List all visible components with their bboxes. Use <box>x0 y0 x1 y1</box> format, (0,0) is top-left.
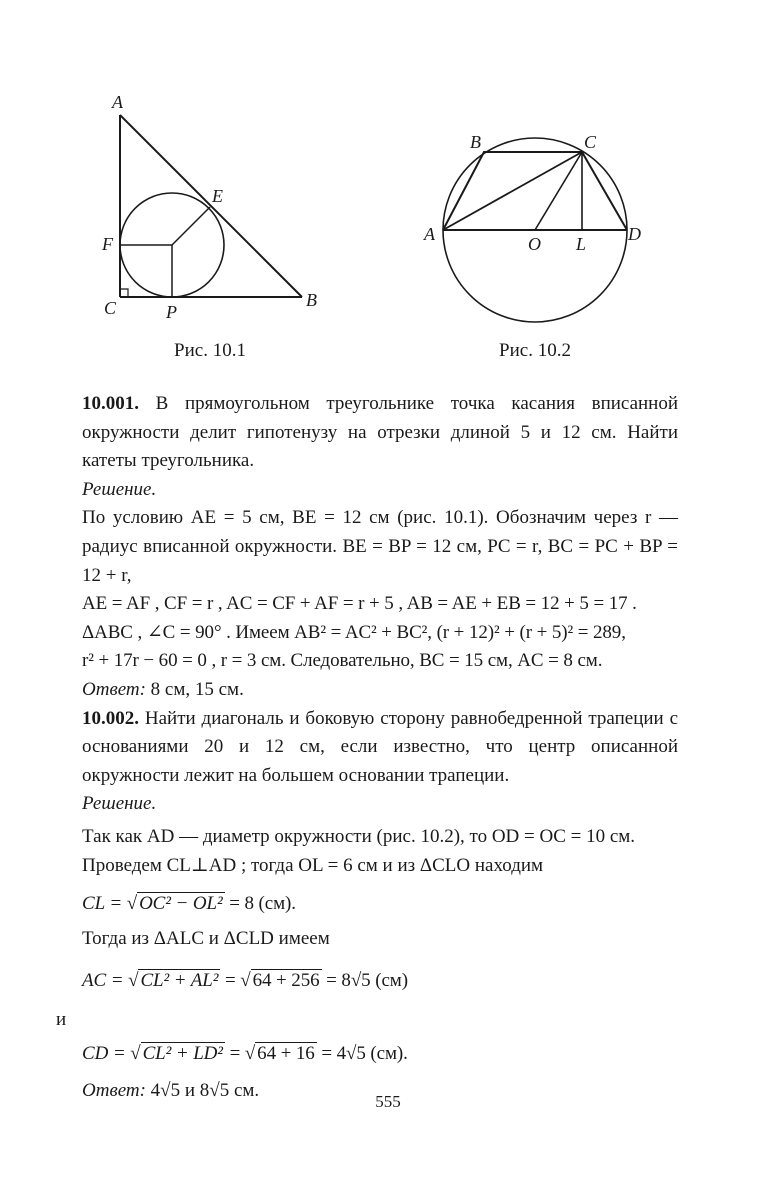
answer-value: 8 см, 15 см. <box>150 678 244 700</box>
sqrt-icon: √ <box>240 970 251 992</box>
figure-10-2-drawing <box>420 130 660 340</box>
formula-rhs: = 4√5 (см). <box>321 1043 408 1065</box>
solution-label: Решение. <box>82 478 157 500</box>
label-A: A <box>112 92 123 112</box>
solution-line: Проведем CL⊥AD ; тогда OL = 6 см и из ΔCLO находим <box>82 854 544 876</box>
label-B: B <box>306 290 317 310</box>
sqrt-icon: √ <box>126 893 138 915</box>
figure-10-1 <box>100 90 330 320</box>
label-P: P <box>166 302 177 322</box>
solution-line: Так как AD — диаметр окружности (рис. 10.2), то OD = OC = 10 см. <box>82 825 636 847</box>
formula-ac <box>82 967 678 996</box>
formula-radicand: CL² + LD² <box>142 1043 223 1065</box>
problem-10-002-statement <box>82 705 678 791</box>
label-F: F <box>102 234 113 254</box>
sqrt-icon: √ <box>244 1043 256 1065</box>
formula-rhs: = 8 (см). <box>229 893 296 915</box>
solution-line: ΔABC , ∠C = 90° . Имеем AB² = AC² + BC², (r + 12)² + (r + 5)² = 289, <box>82 621 626 643</box>
conjunction: и <box>56 1008 67 1030</box>
label-C: C <box>104 298 117 318</box>
answer-line <box>82 676 678 705</box>
formula-lhs: CL = <box>82 893 123 915</box>
caption-figure-10-1: Рис. 10.1 <box>174 340 246 361</box>
solution-label: Решение. <box>82 793 157 815</box>
solution-line: AE = AF , CF = r , AC = CF + AF = r + 5 , AB = AE + EB = 12 + 5 = 17 . <box>82 593 637 615</box>
answer-value: 4√5 и 8√5 см. <box>150 1080 260 1102</box>
formula-eq: = <box>229 1043 241 1065</box>
formula-lhs: CD = <box>82 1043 126 1065</box>
label-E: E <box>212 186 223 206</box>
figure-10-1-drawing <box>100 90 330 320</box>
problem-number: 10.002. <box>82 707 139 729</box>
label-A: A <box>424 224 435 244</box>
figure-10-2 <box>420 130 660 340</box>
formula-cl <box>82 890 678 919</box>
answer-label: Ответ: <box>82 1080 146 1102</box>
formula-radicand: OC² − OL² <box>139 893 223 915</box>
problem-text: В прямоугольном треугольнике точка касания вписанной окружности делит гипотенузу на отрезки длиной 5 и 12 см. Найти катеты треугольника. <box>82 393 679 472</box>
problem-text: Найти диагональ и боковую сторону равнобедренной трапеции с основаниями 20 и 12 см, если известно, что центр описанной окружности лежит на большем основании трапеции. <box>82 707 679 786</box>
answer-label: Ответ: <box>82 678 146 700</box>
formula-radicand: CL² + AL² <box>140 970 219 992</box>
formula-cd <box>82 1040 678 1069</box>
page-number: 555 <box>375 1092 401 1111</box>
problem-number: 10.001. <box>82 393 139 414</box>
label-C: C <box>584 132 597 152</box>
formula-radicand: 64 + 16 <box>257 1043 315 1065</box>
text-body <box>56 390 679 1106</box>
label-B: B <box>470 132 481 152</box>
sqrt-icon: √ <box>130 1043 141 1065</box>
formula-rhs: = 8√5 (см) <box>326 970 408 992</box>
formula-lhs: AC = <box>82 970 124 992</box>
solution-line: r² + 17r − 60 = 0 , r = 3 см. Следовательно, BC = 15 см, AC = 8 см. <box>82 650 603 672</box>
label-O: O <box>528 234 541 254</box>
formula-radicand: 64 + 256 <box>252 970 320 992</box>
label-D: D <box>628 224 641 244</box>
solution-line: По условию AE = 5 см, BE = 12 см (рис. 10.1). Обозначим через r — радиус вписанной окружности. BE = BP = 12 см, PC = r, BC = PC + BP = 12 + r, <box>82 507 678 586</box>
formula-eq: = <box>224 970 236 992</box>
sqrt-icon: √ <box>128 970 139 992</box>
label-L: L <box>576 234 587 254</box>
solution-line: Тогда из ΔALC и ΔCLD имеем <box>82 927 330 949</box>
caption-figure-10-2: Рис. 10.2 <box>499 340 571 361</box>
problem-10-001-statement <box>82 390 678 476</box>
